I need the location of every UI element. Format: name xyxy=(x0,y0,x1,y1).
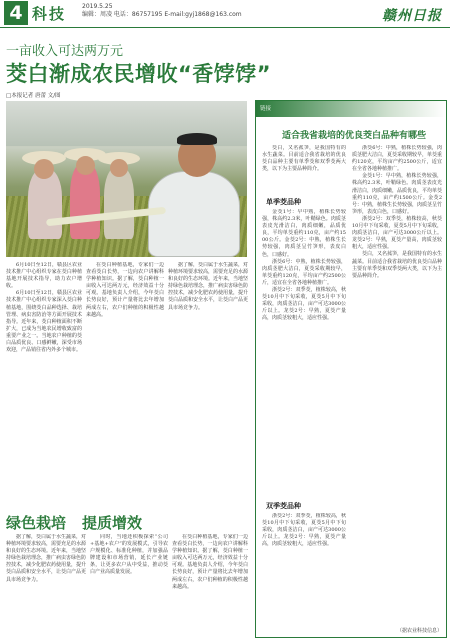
article-paragraph: 在茭白种植基地，专家们一边查看茭白长势，一边向农户讲解科学种植知识。据了解，茭白种植一亩收入可达两万元，经济效益十分可观。基地负责人介绍，今年茭白长势良好，预计产量将比去年增加两成左右，农户们种植的积极性越来越高。 xyxy=(172,534,248,590)
sidebar-title: 适合我省栽培的优良茭白品种有哪些 xyxy=(282,131,427,141)
masthead xyxy=(0,0,450,28)
sidebar-credit: （据农业科技信息） xyxy=(396,628,442,634)
sidebar-right-text-2: 金茭1号：早中熟，植株长势较强，株高约2.3米，叶鞘绿色。肉质茎表皮光滑洁白，肉质细嫩，品质优良，平均单茭重约110克，亩产约1500公斤。金茭2号：中熟，植株生长势较强，肉质茎呈竹笋形，表皮白色，口感好。 xyxy=(352,173,442,215)
sidebar-right-text: 浙茭6号：中熟，植株长势较强，肉质茎肥大洁白，夏茭采收期较早，单茭重约120克，平均亩产约2500公斤，适宜在全省各地种植推广。 xyxy=(352,145,442,173)
sidebar-right-column xyxy=(352,145,442,623)
subhead-green-cultivation: 绿色栽培 xyxy=(6,514,67,532)
article-paragraph: 在茭白种植基地，专家们一边查看茭白长势，一边向农户讲解科学种植知识。据了解，茭白种植一亩收入可达两万元，经济效益十分可观。基地负责人介绍，今年茭白长势良好，预计产量将比去年增加两成左右，农户们种植的积极性越来越高。 xyxy=(86,262,164,318)
sidebar-subhead-single: 单季茭品种 xyxy=(266,198,301,206)
article-paragraph: 同时，当地还积极探索“公司+基地+农户”的发展模式，引导农户规模化、标准化种植，并加强品牌建设和市场营销，延长产业链条，让更多农户从中受益，推动茭白产业高质量发展。 xyxy=(90,534,168,576)
article-photo xyxy=(6,101,247,257)
article-column-6 xyxy=(172,534,248,638)
sidebar-box xyxy=(255,100,447,638)
sidebar-tag: 链接 xyxy=(260,106,272,112)
article-column-4 xyxy=(6,534,86,638)
sidebar-right-text-3: 浙茭2号：双季茭，植株较高，秋茭10月中下旬采收，夏茭5月中下旬采收，肉质茎洁白，亩产可达3000公斤以上。龙茭2号：早熟，夏茭产量高，肉质茎较粗大，适应性强。 xyxy=(352,215,442,251)
subhead-quality-efficiency: 提质增效 xyxy=(82,514,143,532)
sidebar-single-text: 金茭1号：早中熟，植株长势较强，株高约2.3米，叶鞘绿色。肉质茎表皮光滑洁白，肉质细嫩，品质优良，平均单茭重约110克，亩产约1500公斤。金茭2号：中熟，植株生长势较强，肉质茎呈竹笋形，表皮白色，口感好。 xyxy=(262,209,346,258)
sidebar-right-text-4: 茭白，又名菰笋，是我国特有的水生蔬菜。目前适合我省栽培的优良茭白品种主要有单季茭和双季茭两大类，以下为主要品种简介。 xyxy=(352,251,442,279)
article-byline: □本报记者 唐蕾 文/图 xyxy=(6,93,61,99)
sidebar-double-season xyxy=(262,513,346,633)
article-paragraph: 据了解，茭白属于水生蔬菜，对种植环境要求较高，需要充足的水源和良好的生态环境。近年来，当地坚持绿色栽培理念，推广病虫害绿色防控技术，减少化肥农药使用量，提升茭白品质和安全水平，让茭白产品更具市场竞争力。 xyxy=(6,534,86,583)
article-paragraph: 6月10日至12日，赣县区农业技术推广中心组织专家深入茭白种植基地，围绕茭白品种选择、栽培管理、病虫害防治等方面开展技术指导。近年来，茭白种植面积不断扩大，已成为当地农民增收致富的重要产业之一。当地农户种植的茭白品质优良、口感鲜嫩，深受市场欢迎，产品销往省内外多个城市。 xyxy=(6,290,82,354)
sidebar-single-season xyxy=(262,209,346,499)
sidebar-double-text: 浙茭2号：双季茭，植株较高，秋茭10月中下旬采收，夏茭5月中下旬采收，肉质茎洁白，亩产可达3000公斤以上。龙茭2号：早熟，夏茭产量高，肉质茎较粗大，适应性强。 xyxy=(262,513,346,548)
issue-contacts: 编辑：周凌 电话：86757195 E-mail:gyj1868@163.com xyxy=(82,11,242,18)
page-number: 4 xyxy=(4,1,28,25)
paper-logo: 赣州日报 xyxy=(382,8,442,24)
photo-caption: 6月10日至12日，赣县区农业技术推广中心组织专家在茭白种植基地开展技术指导，助力农户增收。 xyxy=(6,262,82,290)
article-headline: 茭白渐成农民增收“香饽饽” xyxy=(6,62,272,86)
issue-info xyxy=(82,3,242,19)
article-column-3 xyxy=(168,262,248,496)
issue-date: 2019.5.25 xyxy=(82,3,113,10)
sidebar-single-text-2: 浙茭6号：中熟，植株长势较强，肉质茎肥大洁白，夏茭采收期较早，单茭重约120克，平均亩产约2500公斤，适宜在全省各地种植推广。 xyxy=(262,258,346,286)
sidebar-intro xyxy=(262,145,346,185)
sidebar-banner xyxy=(256,101,446,117)
article-kicker: 一亩收入可达两万元 xyxy=(6,44,124,59)
article-column-1 xyxy=(6,262,82,496)
article-paragraph: 据了解，茭白属于水生蔬菜，对种植环境要求较高，需要充足的水源和良好的生态环境。近年来，当地坚持绿色栽培理念，推广病虫害绿色防控技术，减少化肥农药使用量，提升茭白品质和安全水平，让茭白产品更具市场竞争力。 xyxy=(168,262,248,311)
sidebar-intro-text: 茭白，又名菰笋，是我国特有的水生蔬菜。目前适合我省栽培的优良茭白品种主要有单季茭和双季茭两大类，以下为主要品种简介。 xyxy=(262,145,346,173)
sidebar-subhead-double: 双季茭品种 xyxy=(266,502,301,510)
article-column-5 xyxy=(90,534,168,638)
section-name: 科技 xyxy=(32,5,67,23)
sidebar-single-text-3: 浙茭2号：双季茭，植株较高，秋茭10月中下旬采收，夏茭5月中下旬采收，肉质茎洁白，亩产可达3000公斤以上。龙茭2号：早熟，夏茭产量高，肉质茎较粗大，适应性强。 xyxy=(262,287,346,322)
article-column-2 xyxy=(86,262,164,496)
